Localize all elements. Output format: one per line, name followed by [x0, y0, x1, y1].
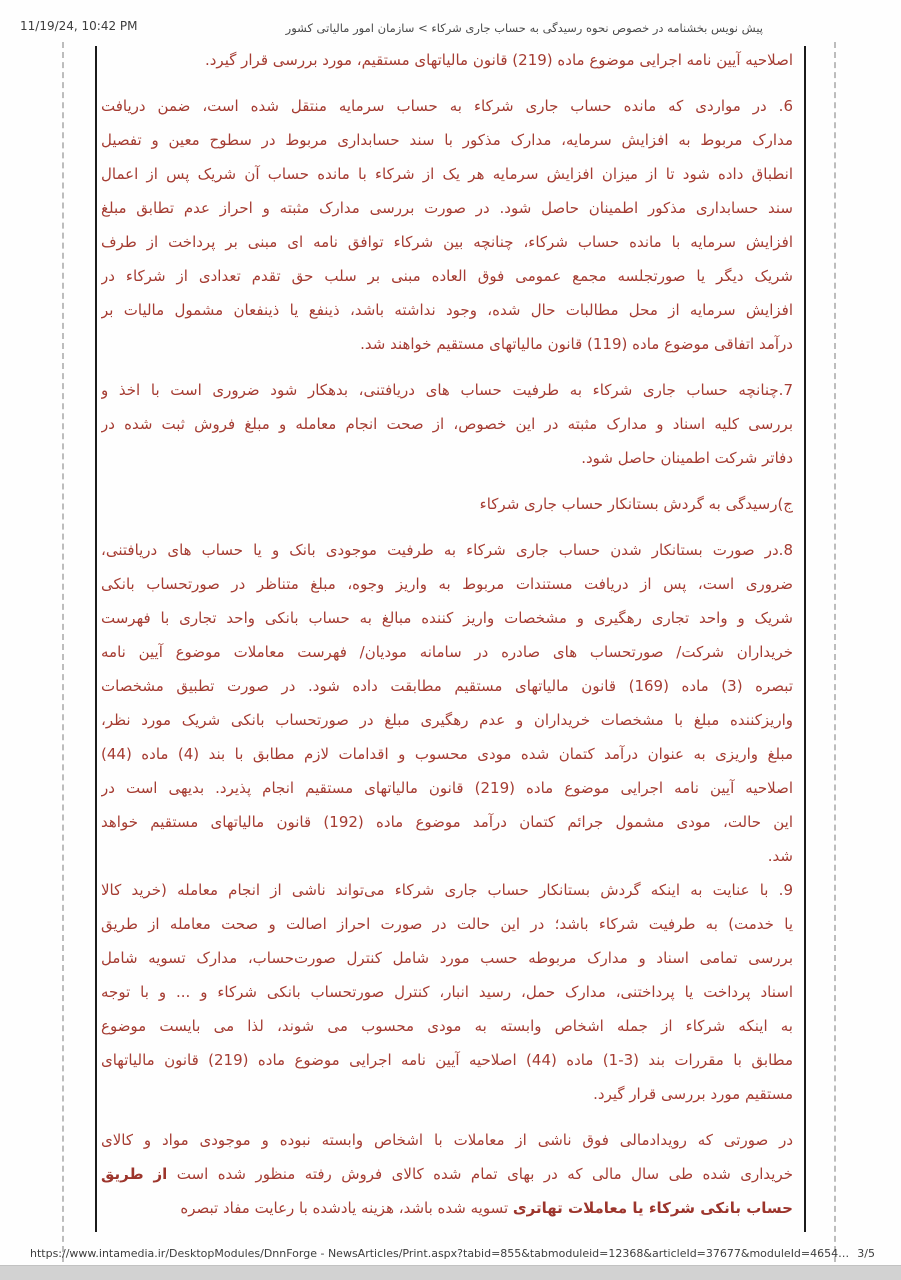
- text-line: اصلاحیه آیین نامه اجرایی موضوع ماده (219) قانون مالیاتهای مستقیم انجام پذیرد. بدیهی است در: [101, 779, 793, 797]
- print-footer-page-number: 3/5: [857, 1247, 875, 1260]
- text-line: درآمد اتفاقی موضوع ماده (119) قانون مالیاتهای مستقیم خواهند شد.: [360, 335, 793, 353]
- table-border-right: [804, 46, 806, 1232]
- text-line: مدارک مربوط به افزایش سرمایه، مدارک مذکور با سند حسابداری مربوط در سطوح معین و تفصیل: [101, 131, 793, 149]
- table-border-left: [95, 46, 97, 1232]
- right-dashed-guide: [834, 42, 836, 1262]
- text-line: یا خدمت) به طرفیت شرکاء باشد؛ در این حالت در صورت احراز اصالت و صحت معامله از طریق: [101, 915, 793, 933]
- text-line: 6. در مواردی که مانده حساب جاری شرکاء به حساب سرمایه منتقل شده است، ضمن دریافت: [101, 97, 793, 115]
- text-line: واریزکننده مبلغ با مشخصات خریداران و عدم رهگیری مبلغ در صورتحساب بانکی شریک مورد نظر،: [101, 711, 793, 729]
- text-line: در صورتی که رویدادمالی فوق ناشی از معاملات با اشخاص وابسته نبوده و موجودی مواد و کالای: [101, 1131, 793, 1149]
- text-line: شریک دیگر یا صورتجلسه مجمع عمومی فوق العاده مبنی بر سلب حق تقدم تعدادی از شرکاء در: [101, 267, 793, 285]
- text-line: افزایش سرمایه با مانده حساب شرکاء، چنانچه بین شرکاء توافق نامه ای مبنی بر پرداخت از طرف: [101, 233, 793, 251]
- text-line: شد.: [767, 847, 793, 865]
- text-line: این حالت، مودی مشمول جرائم کتمان درآمد موضوع ماده (192) قانون مالیاتهای مستقیم خواهد: [101, 813, 793, 831]
- text-line: 9. با عنایت به اینکه گردش بستانکار حساب جاری شرکاء می‌تواند ناشی از انجام معامله (خرید کالا: [101, 881, 793, 899]
- text-line: به اینکه شرکاء از جمله اشخاص وابسته به مودی محسوب می شوند، لذا می بایست موضوع: [101, 1017, 793, 1035]
- document-body-text: [101, 43, 793, 1225]
- text-line: 7.چنانچه حساب جاری شرکاء به طرفیت حساب های دریافتنی، بدهکار شود ضروری است با اخذ و: [101, 381, 793, 399]
- bottom-gray-bar: [0, 1265, 901, 1280]
- left-dashed-guide: [62, 42, 64, 1262]
- text-line: ج)رسیدگی به گردش بستانکار حساب جاری شرکاء: [479, 495, 793, 513]
- text-line: شریک و واحد تجاری رهگیری و مشخصات واریز کننده مبالغ به حساب بانکی واحد تجاری با فهرست: [101, 609, 793, 627]
- text-line: مبلغ واریزی به عنوان درآمد کتمان شده مودی محسوب و اقدامات لازم مطابق با بند (4) ماده (44): [101, 745, 793, 763]
- text-line: خریداران شرکت/ صورتحساب های صادره در سامانه مودیان/ فهرست معاملات موضوع آیین نامه: [101, 643, 793, 661]
- text-line: بررسی کلیه اسناد و مدارک مثبته در این خصوص، از صحت انجام معامله و مبلغ فروش ثبت شده در: [101, 415, 793, 433]
- text-line: انطباق داده شود تا از میزان افزایش سرمایه هر یک از شرکاء با مانده حساب آن شریک پس از اعمال: [101, 165, 793, 183]
- text-line: مستقیم مورد بررسی قرار گیرد.: [593, 1085, 793, 1103]
- text-line: اسناد پرداخت یا پرداختنی، مدارک حمل، رسید انبار، کنترل صورتحساب بانکی شرکاء و ... و با توجه: [101, 983, 793, 1001]
- text-line: دفاتر شرکت اطمینان حاصل شود.: [581, 449, 793, 467]
- print-header-title: پیش نویس بخشنامه در خصوص نحوه رسیدگی به حساب جاری شرکاء > سازمان امور مالیاتی کشور: [285, 21, 763, 35]
- text-line: مطابق با مقررات بند (3-1) ماده (44) اصلاحیه آیین نامه اجرایی موضوع ماده (219) قانون مالیاتهای: [101, 1051, 793, 1069]
- text-line: خریداری شده طی سال مالی که در بهای تمام شده کالای فروش رفته منظور شده است از طریق: [101, 1165, 793, 1183]
- text-line: سند حسابداری مذکور اطمینان حاصل شود. در صورت بررسی مدارک مثبته و احراز عدم تطابق مبلغ: [101, 199, 793, 217]
- text-line: اصلاحیه آیین نامه اجرایی موضوع ماده (219) قانون مالیاتهای مستقیم، مورد بررسی قرار گیرد.: [204, 51, 793, 69]
- text-line: تبصره (3) ماده (169) قانون مالیاتهای مستقیم مطابقت داده شود. در صورت تطبیق مشخصات: [101, 677, 793, 695]
- text-line: ضروری است، پس از دریافت مستندات مربوط به واریز وجوه، مبلغ متناظر در صورتحساب بانکی: [101, 575, 793, 593]
- text-line: حساب بانکی شرکاء یا معاملات تهاتری تسویه شده باشد، هزینه یادشده با رعایت مفاد تبصره: [180, 1199, 793, 1217]
- text-line: 8.در صورت بستانکار شدن حساب جاری شرکاء به طرفیت موجودی بانک و یا حساب های دریافتنی،: [101, 541, 793, 559]
- text-line: بررسی تمامی اسناد و مدارک مربوطه حسب مورد شامل کنترل صورت‌حساب، مدارک تسویه شامل: [101, 949, 793, 967]
- print-footer-url: https://www.intamedia.ir/DesktopModules/DnnForge - NewsArticles/Print.aspx?tabid=855&tabmoduleid=12368&articleId=37677&moduleId=4654…: [30, 1247, 850, 1260]
- print-header-datetime: 11/19/24, 10:42 PM: [20, 19, 138, 33]
- text-line: افزایش سرمایه از محل مطالبات حال شده، وجود نداشته باشد، ذینفع یا ذینفعان مشمول مالیات بر: [101, 301, 793, 319]
